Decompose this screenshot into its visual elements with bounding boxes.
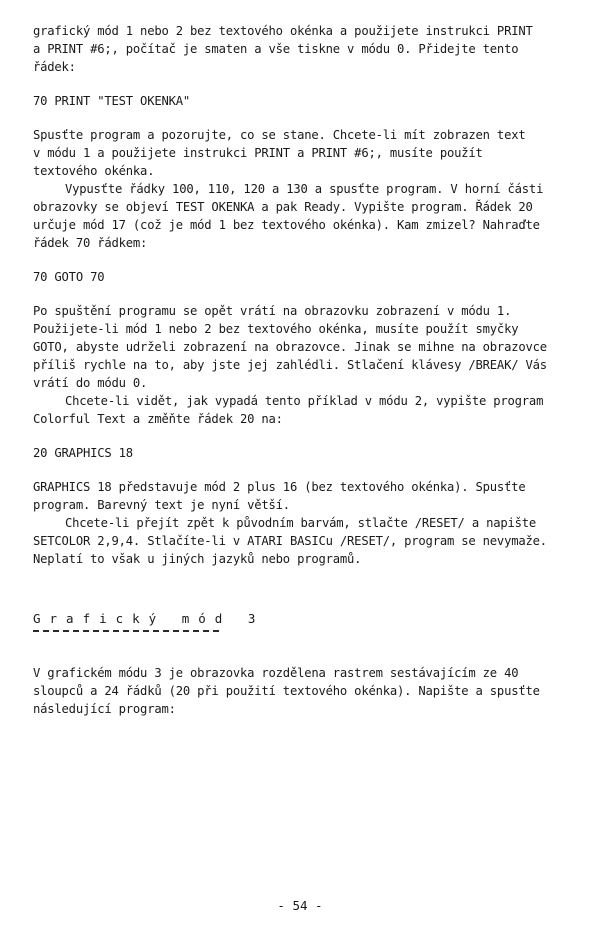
- text-line: řádek 70 řádkem:: [33, 236, 148, 250]
- text-line: GRAPHICS 18 představuje mód 2 plus 16 (bez textového okénka). Spusťte: [33, 480, 526, 494]
- text-line: SETCOLOR 2,9,4. Stlačíte-li v ATARI BASICu /RESET/, program se nevymaže.: [33, 534, 547, 548]
- section-heading: Grafický mód 3: [33, 611, 265, 626]
- text-line: Colorful Text a změňte řádek 20 na:: [33, 412, 283, 426]
- text-line: Použijete-li mód 1 nebo 2 bez textového okénka, musíte použít smyčky: [33, 322, 519, 336]
- text-line: program. Barevný text je nyní větší.: [33, 498, 290, 512]
- text-line: určuje mód 17 (což je mód 1 bez textového okénka). Kam zmizel? Nahraďte: [33, 218, 540, 232]
- text-line: Vypusťte řádky 100, 110, 120 a 130 a spusťte program. V horní části: [65, 182, 544, 196]
- paragraph: [33, 126, 568, 180]
- document-page: [33, 22, 568, 718]
- paragraph: [33, 392, 568, 428]
- text-line: a PRINT #6;, počítač je smaten a vše tiskne v módu 0. Přidejte tento: [33, 42, 519, 56]
- paragraph: [33, 514, 568, 568]
- text-line: Chcete-li vidět, jak vypadá tento příklad v módu 2, vypište program: [65, 394, 544, 408]
- text-line: řádek:: [33, 60, 76, 74]
- text-line: vrátí do módu 0.: [33, 376, 148, 390]
- text-line: Spusťte program a pozorujte, co se stane. Chcete-li mít zobrazen text: [33, 128, 526, 142]
- text-line: textového okénka.: [33, 164, 155, 178]
- text-line: Neplatí to však u jiných jazyků nebo programů.: [33, 552, 362, 566]
- paragraph: [33, 664, 568, 718]
- paragraph: [33, 478, 568, 514]
- code-line: 20 GRAPHICS 18: [33, 446, 133, 460]
- text-line: v módu 1 a použijete instrukci PRINT a PRINT #6;, musíte použít: [33, 146, 483, 160]
- code-line: 70 GOTO 70: [33, 270, 105, 284]
- code-line: 70 PRINT "TEST OKENKA": [33, 94, 191, 108]
- paragraph: [33, 302, 568, 392]
- text-line: sloupců a 24 řádků (20 při použití textového okénka). Napište a spusťte: [33, 684, 540, 698]
- text-line: GOTO, abyste udrželi zobrazení na obrazovce. Jinak se mihne na obrazovce: [33, 340, 547, 354]
- page-number: - 54 -: [277, 898, 323, 913]
- text-line: Chcete-li přejít zpět k původním barvám, stlačte /RESET/ a napište: [65, 516, 537, 530]
- text-line: následující program:: [33, 702, 176, 716]
- text-line: příliš rychle na to, aby jste jej zahlédli. Stlačení klávesy /BREAK/ Vás: [33, 358, 547, 372]
- paragraph: [33, 180, 568, 252]
- text-line: obrazovky se objeví TEST OKENKA a pak Ready. Vypište program. Řádek 20: [33, 200, 533, 214]
- text-line: V grafickém módu 3 je obrazovka rozdělena rastrem sestávajícím ze 40: [33, 666, 519, 680]
- text-line: grafický mód 1 nebo 2 bez textového okénka a použijete instrukci PRINT: [33, 24, 533, 38]
- text-line: Po spuštění programu se opět vrátí na obrazovku zobrazení v módu 1.: [33, 304, 512, 318]
